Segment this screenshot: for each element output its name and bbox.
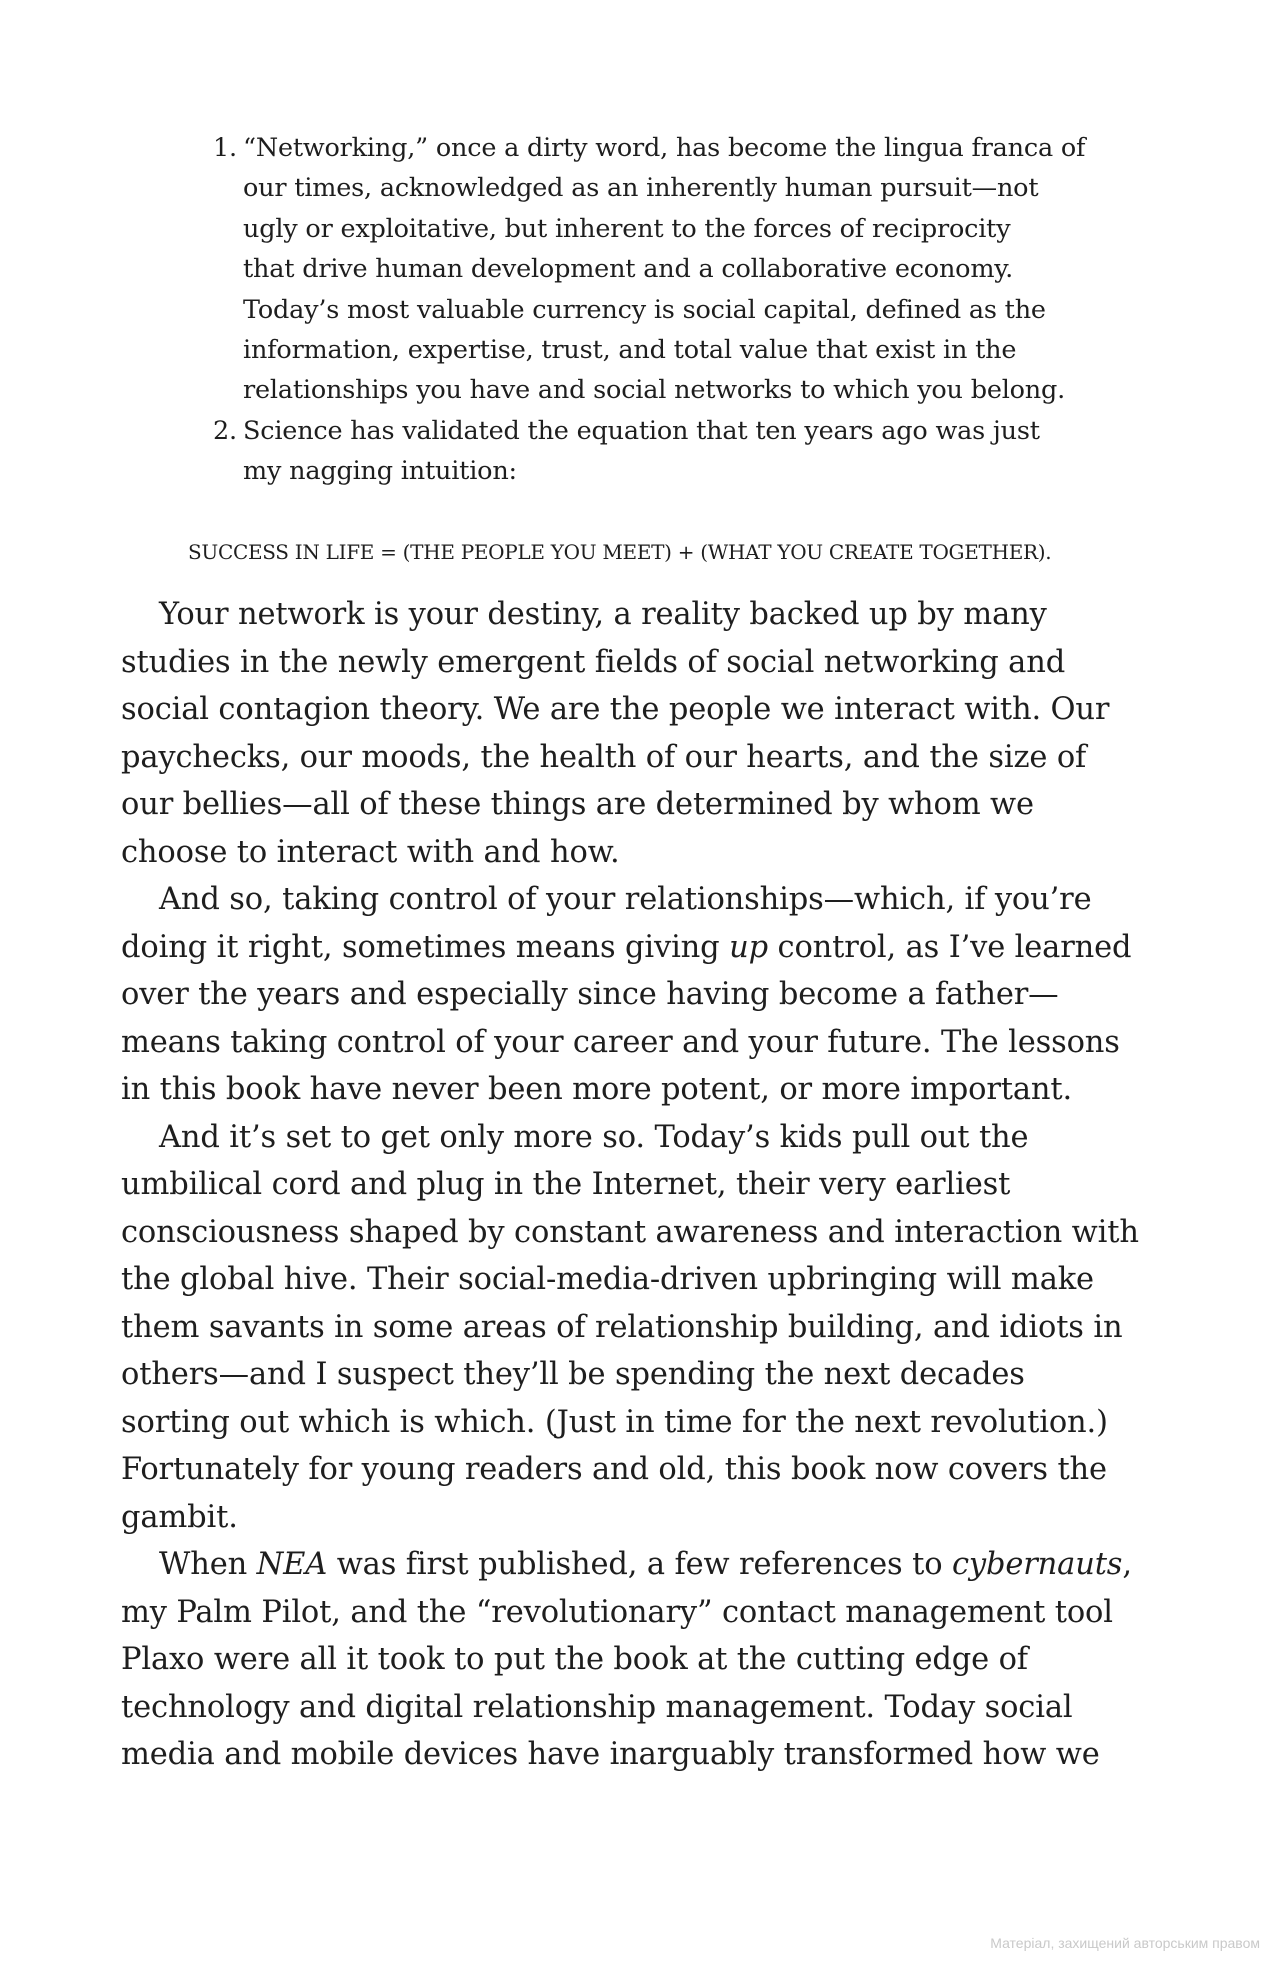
paragraph-line: them savants in some areas of relationship building, and idiots in [121,1309,1123,1345]
paragraph [121,1541,1171,1779]
paragraph-line: gambit. [121,1499,238,1535]
paragraph-line: the global hive. Their social-media-driven upbringing will make [121,1262,1094,1297]
list-line: that drive human development and a collaborative economy. [243,254,1014,285]
paragraph-line: And it’s set to get only more so. Today’s kids pull out the [159,1119,1029,1155]
paragraph-line [121,924,1171,972]
list-line: my nagging intuition: [243,456,517,487]
paragraph-line: umbilical cord and plug in the Internet, their very earliest [121,1167,1011,1202]
paragraph-line: in this book have never been more potent, or more important. [121,1072,1073,1107]
list-line: relationships you have and social networks to which you belong. [243,375,1066,406]
success-equation: SUCCESS IN LIFE = (THE PEOPLE YOU MEET) + (WHAT YOU CREATE TOGETHER). [188,540,1052,564]
paragraph-line: Fortunately for young readers and old, this book now covers the [121,1452,1107,1487]
paragraph [121,591,1171,876]
paragraph-line: my Palm Pilot, and the “revolutionary” contact management tool [121,1594,1113,1630]
paragraph-line: studies in the newly emergent fields of social networking and [121,644,1066,680]
paragraph-line: Plaxo were all it took to put the book at the cutting edge of [121,1642,1028,1677]
emphasis-text: up [729,929,768,965]
list-line: Science has validated the equation that ten years ago was just [243,415,1040,446]
paragraph [121,1114,1171,1542]
paragraph-line: sorting out which is which. (Just in time for the next revolution.) [121,1404,1108,1440]
list-item [213,411,1143,492]
list-line: information, expertise, trust, and total value that exist in the [243,335,1017,366]
list-line: “Networking,” once a dirty word, has become the lingua franca of [243,133,1086,163]
paragraph-line: over the years and especially since having become a father— [121,977,1059,1012]
text-run: When [159,1547,257,1582]
text-run: doing it right, sometimes means giving [121,929,730,965]
list-line: ugly or exploitative, but inherent to the forces of reciprocity [243,213,1011,244]
paragraph-line: social contagion theory. We are the people we interact with. Our [121,692,1110,727]
list-item [213,128,1143,411]
copyright-watermark: Матеріал, захищений авторським правом [990,1935,1260,1951]
paragraph-line: media and mobile devices have inarguably transformed how we [121,1737,1100,1772]
paragraph-line: our bellies—all of these things are determined by whom we [121,787,1034,822]
list-number: 1. [213,133,237,163]
emphasis-text: NEA [256,1547,328,1582]
text-run: , [1122,1547,1132,1582]
paragraph-line: choose to interact with and how. [121,834,620,870]
paragraph-line: consciousness shaped by constant awareness and interaction with [121,1214,1139,1250]
paragraph-line: means taking control of your career and your future. The lessons [121,1024,1120,1060]
paragraph [121,876,1171,1114]
body-text [121,591,1171,1779]
list-line: our times, acknowledged as an inherently human pursuit—not [243,173,1039,204]
text-run: was first published, a few references to [327,1547,952,1582]
paragraph-line: And so, taking control of your relationships—which, if you’re [159,882,1092,917]
paragraph-line: Your network is your destiny, a reality backed up by many [159,597,1047,632]
paragraph-line: technology and digital relationship management. Today social [121,1689,1073,1725]
text-run: control, as I’ve learned [767,929,1132,965]
paragraph-line: paychecks, our moods, the health of our hearts, and the size of [121,739,1087,775]
paragraph-line [121,1541,1171,1589]
paragraph-line: others—and I suspect they’ll be spending the next decades [121,1357,1025,1392]
emphasis-text: cybernauts [951,1547,1123,1582]
list-number: 2. [213,415,237,446]
list-line: Today’s most valuable currency is social capital, defined as the [243,294,1046,325]
numbered-list [213,128,1143,492]
